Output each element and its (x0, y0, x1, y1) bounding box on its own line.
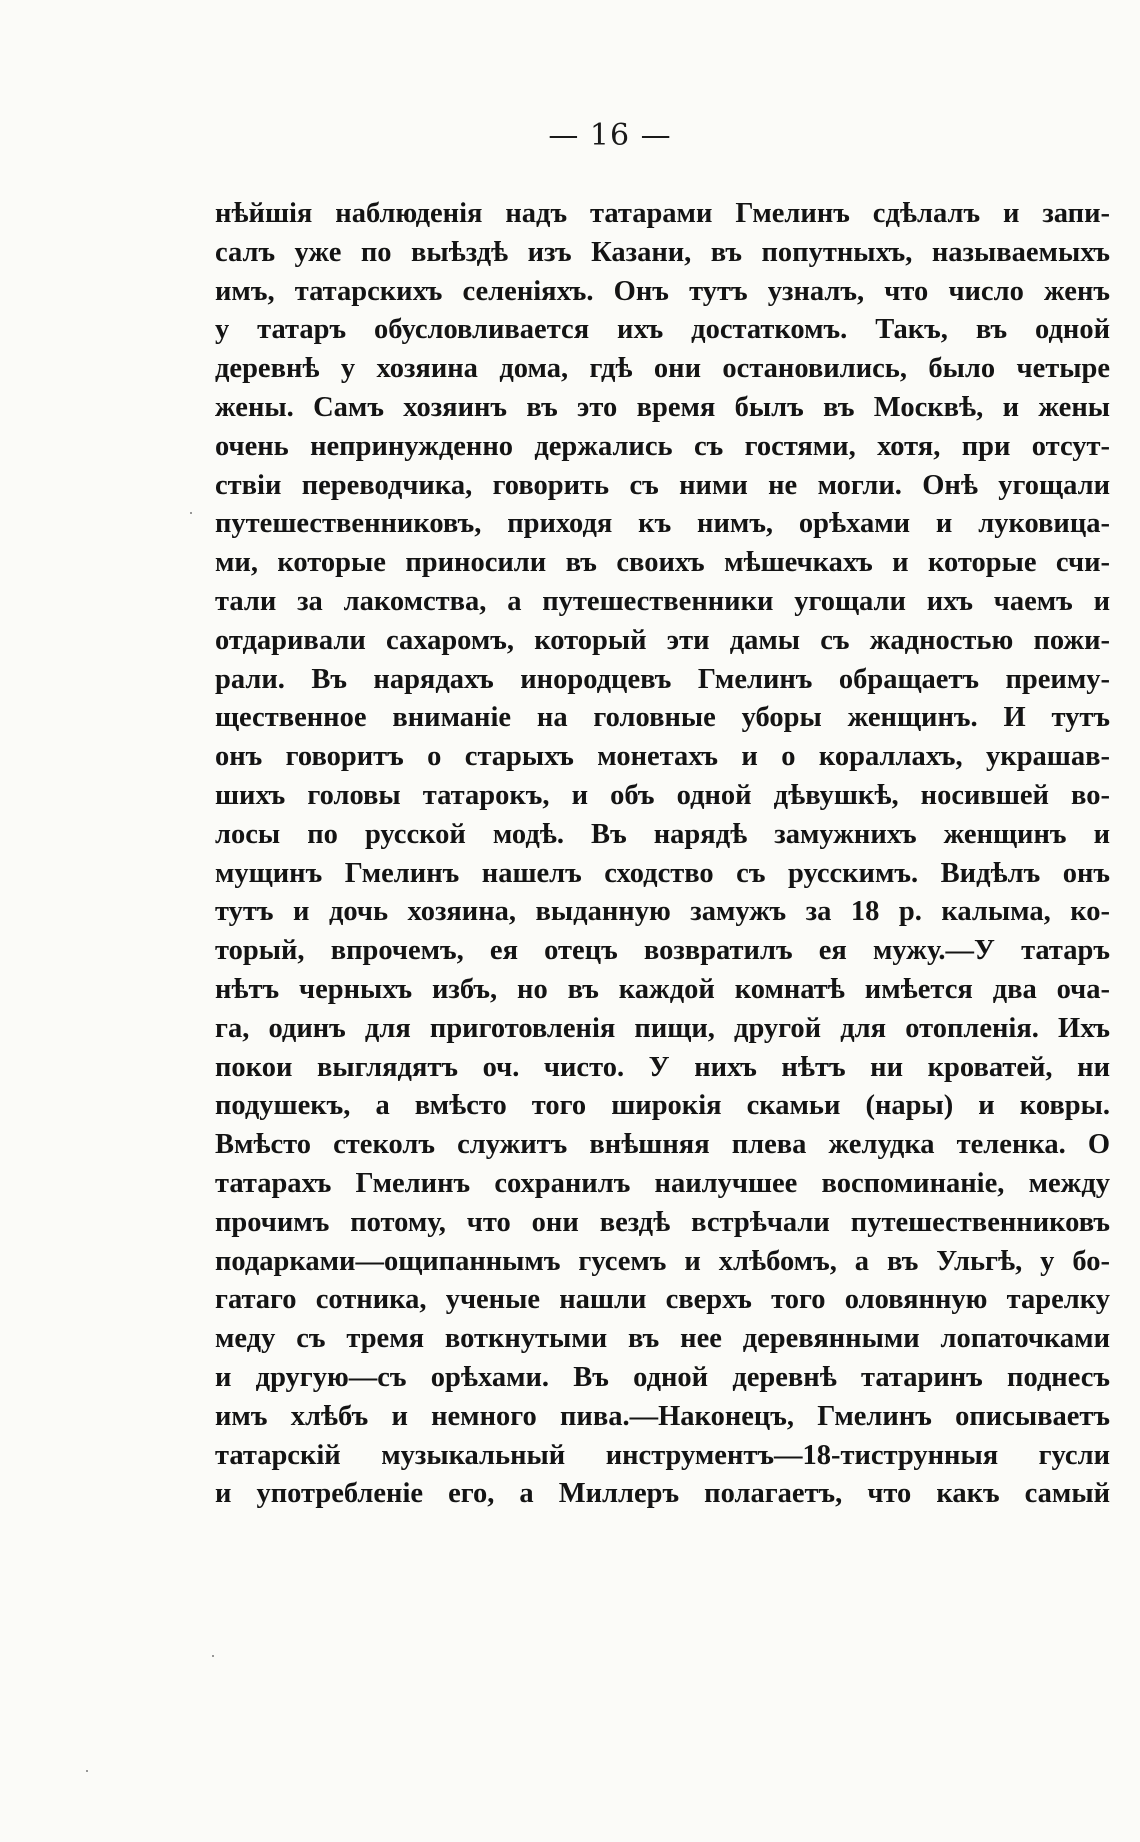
text-line: щественное вниманіе на головные уборы женщинъ. И тутъ (215, 702, 1110, 734)
text-line: ствіи переводчика, говорить съ ними не могли. Онѣ угощали (215, 469, 1110, 501)
text-line: мущинъ Гмелинъ нашелъ сходство съ русскимъ. Видѣлъ онъ (215, 857, 1110, 889)
paper-speck (212, 1655, 214, 1657)
text-line: шихъ головы татарокъ, и объ одной дѣвушкѣ, носившей во- (215, 779, 1110, 811)
text-line: татарскій музыкальный инструментъ—18-тиструнныя гусли (215, 1439, 1110, 1471)
text-line: у татаръ обусловливается ихъ достаткомъ. Такъ, въ одной (215, 314, 1110, 346)
text-line: тутъ и дочь хозяина, выданную замужъ за 18 р. калыма, ко- (215, 896, 1110, 928)
text-line: путешественниковъ, приходя къ нимъ, орѣхами и луковица- (215, 508, 1110, 540)
text-line: деревнѣ у хозяина дома, гдѣ они остановились, было четыре (215, 353, 1110, 385)
text-line: гатаго сотника, ученые нашли сверхъ того оловянную тарелку (215, 1284, 1110, 1316)
text-line: меду съ тремя воткнутыми въ нее деревянными лопаточками (215, 1323, 1110, 1355)
body-text (215, 195, 1110, 1514)
text-line: лосы по русской модѣ. Въ нарядѣ замужнихъ женщинъ и (215, 818, 1110, 850)
text-line: онъ говоритъ о старыхъ монетахъ и о кораллахъ, украшав- (215, 741, 1110, 773)
page-number (0, 118, 1140, 153)
text-line: отдаривали сахаромъ, который эти дамы съ жадностью пожи- (215, 624, 1110, 656)
text-line: покои выглядятъ оч. чисто. У нихъ нѣтъ ни кроватей, ни (215, 1051, 1110, 1083)
text-line: га, одинъ для приготовленія пищи, другой для отопленія. Ихъ (215, 1012, 1110, 1044)
text-line: очень непринужденно держались съ гостями, хотя, при отсут- (215, 430, 1110, 462)
text-line: нѣтъ черныхъ избъ, но въ каждой комнатѣ имѣется два оча- (215, 973, 1110, 1005)
text-line: нѣйшія наблюденія надъ татарами Гмелинъ сдѣлалъ и запи- (215, 198, 1110, 229)
page-number-text: — 16 — (548, 118, 672, 153)
text-line: подушекъ, а вмѣсто того широкія скамьи (нары) и ковры. (215, 1090, 1110, 1122)
text-line: подарками—ощипаннымъ гусемъ и хлѣбомъ, а въ Ульгѣ, у бо- (215, 1245, 1110, 1277)
text-line: ми, которые приносили въ своихъ мѣшечкахъ и которые счи- (215, 547, 1110, 579)
paper-speck (86, 1770, 88, 1772)
text-line: Вмѣсто стеколъ служитъ внѣшняя плева желудка теленка. О (215, 1129, 1110, 1161)
text-line: имъ, татарскихъ селеніяхъ. Онъ тутъ узналъ, что число женъ (215, 275, 1110, 307)
text-line: имъ хлѣбъ и немного пива.—Наконецъ, Гмелинъ описываетъ (215, 1400, 1110, 1432)
text-line: торый, впрочемъ, ея отецъ возвратилъ ея мужу.—У татаръ (215, 935, 1110, 967)
text-line: татарахъ Гмелинъ сохранилъ наилучшее воспоминаніе, между (215, 1167, 1110, 1199)
text-line: тали за лакомства, а путешественники угощали ихъ чаемъ и (215, 585, 1110, 617)
text-line: прочимъ потому, что они вездѣ встрѣчали путешественниковъ (215, 1206, 1110, 1238)
paper-speck (190, 512, 192, 514)
text-line: и другую—съ орѣхами. Въ одной деревнѣ татаринъ поднесъ (215, 1361, 1110, 1393)
text-line: и употребленіе его, а Миллеръ полагаетъ, что какъ самый (215, 1478, 1110, 1510)
text-line: жены. Самъ хозяинъ въ это время былъ въ Москвѣ, и жены (215, 391, 1110, 423)
text-line: салъ уже по выѣздѣ изъ Казани, въ попутныхъ, называемыхъ (215, 236, 1110, 268)
text-line: рали. Въ нарядахъ инородцевъ Гмелинъ обращаетъ преиму- (215, 663, 1110, 695)
